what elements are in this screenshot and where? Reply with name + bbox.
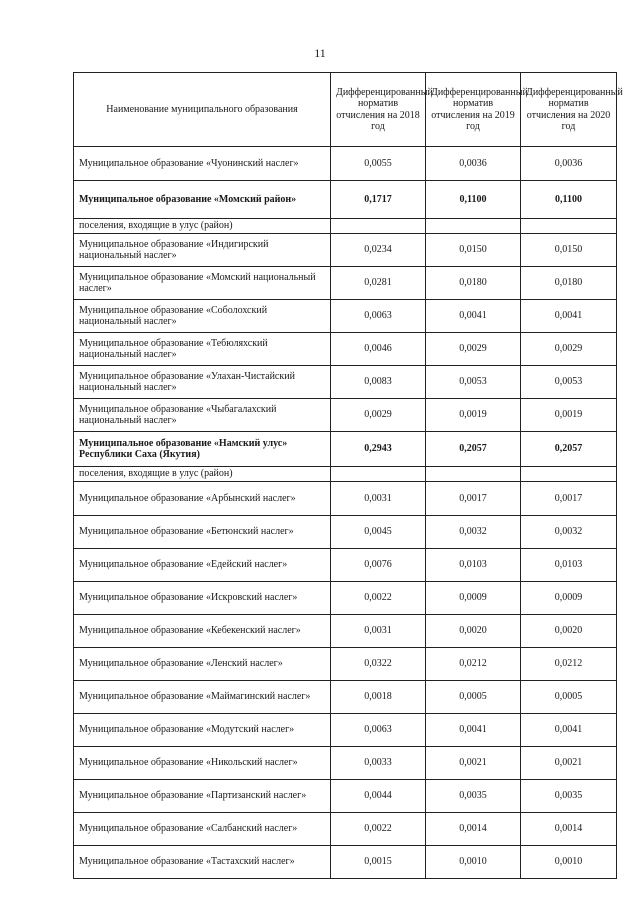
table-row	[74, 234, 617, 267]
table-row	[74, 147, 617, 181]
value-2019: 0,0020	[426, 615, 521, 648]
value-2020: 0,0019	[521, 399, 617, 432]
value-2020: 0,0180	[521, 267, 617, 300]
page-number: 11	[314, 46, 326, 60]
value-2018: 0,0022	[331, 582, 426, 615]
value-2020: 0,2057	[521, 432, 617, 467]
table-row	[74, 549, 617, 582]
table-row	[74, 482, 617, 516]
header-name: Наименование муниципального образования	[74, 73, 331, 147]
value-2020: 0,0021	[521, 747, 617, 780]
header-2020: Дифференцированный норматив отчисления на 2020 год	[521, 73, 617, 147]
value-2018: 0,0076	[331, 549, 426, 582]
value-2018: 0,0022	[331, 813, 426, 846]
row-name: Муниципальное образование «Соболохский национальный наслег»	[74, 300, 331, 333]
value-2019: 0,0041	[426, 300, 521, 333]
value-2018: 0,0031	[331, 482, 426, 516]
table-row	[74, 516, 617, 549]
value-2018: 0,0033	[331, 747, 426, 780]
row-name: Муниципальное образование «Маймагинский наслег»	[74, 681, 331, 714]
row-name: Муниципальное образование «Едейский наслег»	[74, 549, 331, 582]
row-name: Муниципальное образование «Намский улус» Республики Саха (Якутия)	[74, 432, 331, 467]
table-row	[74, 846, 617, 879]
row-name: Муниципальное образование «Арбынский наслег»	[74, 482, 331, 516]
value-2018: 0,0045	[331, 516, 426, 549]
value-2019: 0,0017	[426, 482, 521, 516]
table-row	[74, 333, 617, 366]
table-row	[74, 747, 617, 780]
value-2018: 0,1717	[331, 181, 426, 219]
value-2020: 0,0020	[521, 615, 617, 648]
value-2020: 0,0010	[521, 846, 617, 879]
table-row	[74, 366, 617, 399]
row-name: Муниципальное образование «Момский национальный наслег»	[74, 267, 331, 300]
value-2019: 0,0041	[426, 714, 521, 747]
value-2019: 0,0032	[426, 516, 521, 549]
value-2019	[426, 219, 521, 234]
value-2020	[521, 467, 617, 482]
section-label: поселения, входящие в улус (район)	[74, 219, 331, 234]
table-row	[74, 582, 617, 615]
table-row	[74, 615, 617, 648]
row-name: Муниципальное образование «Искровский наслег»	[74, 582, 331, 615]
row-name: Муниципальное образование «Никольский наслег»	[74, 747, 331, 780]
value-2019: 0,1100	[426, 181, 521, 219]
table-row-district	[74, 432, 617, 467]
value-2018: 0,0015	[331, 846, 426, 879]
table-row	[74, 267, 617, 300]
value-2019: 0,0019	[426, 399, 521, 432]
value-2019	[426, 467, 521, 482]
table-row-section	[74, 219, 617, 234]
value-2018: 0,0063	[331, 714, 426, 747]
table-row	[74, 399, 617, 432]
value-2018: 0,2943	[331, 432, 426, 467]
value-2020: 0,0036	[521, 147, 617, 181]
value-2019: 0,0053	[426, 366, 521, 399]
value-2019: 0,2057	[426, 432, 521, 467]
value-2019: 0,0180	[426, 267, 521, 300]
section-label: поселения, входящие в улус (район)	[74, 467, 331, 482]
value-2020: 0,0041	[521, 300, 617, 333]
value-2020: 0,1100	[521, 181, 617, 219]
value-2020: 0,0014	[521, 813, 617, 846]
table-row	[74, 681, 617, 714]
normative-table	[73, 72, 623, 879]
row-name: Муниципальное образование «Ленский наслег»	[74, 648, 331, 681]
value-2019: 0,0009	[426, 582, 521, 615]
table-row-section	[74, 467, 617, 482]
table-row	[74, 813, 617, 846]
table-header-row	[74, 73, 617, 147]
table-row	[74, 648, 617, 681]
value-2020: 0,0035	[521, 780, 617, 813]
row-name: Муниципальное образование «Салбанский наслег»	[74, 813, 331, 846]
value-2018: 0,0322	[331, 648, 426, 681]
value-2018	[331, 219, 426, 234]
value-2020: 0,0017	[521, 482, 617, 516]
row-name: Муниципальное образование «Модутский наслег»	[74, 714, 331, 747]
value-2020: 0,0103	[521, 549, 617, 582]
value-2018: 0,0281	[331, 267, 426, 300]
value-2019: 0,0014	[426, 813, 521, 846]
value-2019: 0,0036	[426, 147, 521, 181]
value-2019: 0,0029	[426, 333, 521, 366]
row-name: Муниципальное образование «Тебюляхский национальный наслег»	[74, 333, 331, 366]
value-2020: 0,0150	[521, 234, 617, 267]
table-row	[74, 300, 617, 333]
table-row	[74, 714, 617, 747]
value-2018: 0,0018	[331, 681, 426, 714]
value-2018: 0,0055	[331, 147, 426, 181]
row-name: Муниципальное образование «Кебекенский наслег»	[74, 615, 331, 648]
value-2020: 0,0041	[521, 714, 617, 747]
header-2018: Дифференцированный норматив отчисления на 2018 год	[331, 73, 426, 147]
value-2019: 0,0010	[426, 846, 521, 879]
value-2018: 0,0234	[331, 234, 426, 267]
value-2019: 0,0005	[426, 681, 521, 714]
row-name: Муниципальное образование «Тастахский наслег»	[74, 846, 331, 879]
row-name: Муниципальное образование «Улахан-Чистайский национальный наслег»	[74, 366, 331, 399]
table-row	[74, 780, 617, 813]
value-2018: 0,0063	[331, 300, 426, 333]
header-2019: Дифференцированный норматив отчисления на 2019 год	[426, 73, 521, 147]
row-name: Муниципальное образование «Бетюнский наслег»	[74, 516, 331, 549]
row-name: Муниципальное образование «Момский район»	[74, 181, 331, 219]
value-2020: 0,0005	[521, 681, 617, 714]
value-2020: 0,0053	[521, 366, 617, 399]
row-name: Муниципальное образование «Чуонинский наслег»	[74, 147, 331, 181]
value-2018	[331, 467, 426, 482]
value-2020: 0,0029	[521, 333, 617, 366]
value-2019: 0,0021	[426, 747, 521, 780]
value-2019: 0,0103	[426, 549, 521, 582]
value-2018: 0,0044	[331, 780, 426, 813]
value-2020: 0,0009	[521, 582, 617, 615]
value-2020: 0,0212	[521, 648, 617, 681]
value-2018: 0,0029	[331, 399, 426, 432]
value-2018: 0,0031	[331, 615, 426, 648]
value-2020	[521, 219, 617, 234]
value-2020: 0,0032	[521, 516, 617, 549]
value-2018: 0,0046	[331, 333, 426, 366]
value-2018: 0,0083	[331, 366, 426, 399]
row-name: Муниципальное образование «Индигирский национальный наслег»	[74, 234, 331, 267]
row-name: Муниципальное образование «Чыбагалахский национальный наслег»	[74, 399, 331, 432]
value-2019: 0,0150	[426, 234, 521, 267]
value-2019: 0,0212	[426, 648, 521, 681]
table-row-district	[74, 181, 617, 219]
value-2019: 0,0035	[426, 780, 521, 813]
row-name: Муниципальное образование «Партизанский наслег»	[74, 780, 331, 813]
